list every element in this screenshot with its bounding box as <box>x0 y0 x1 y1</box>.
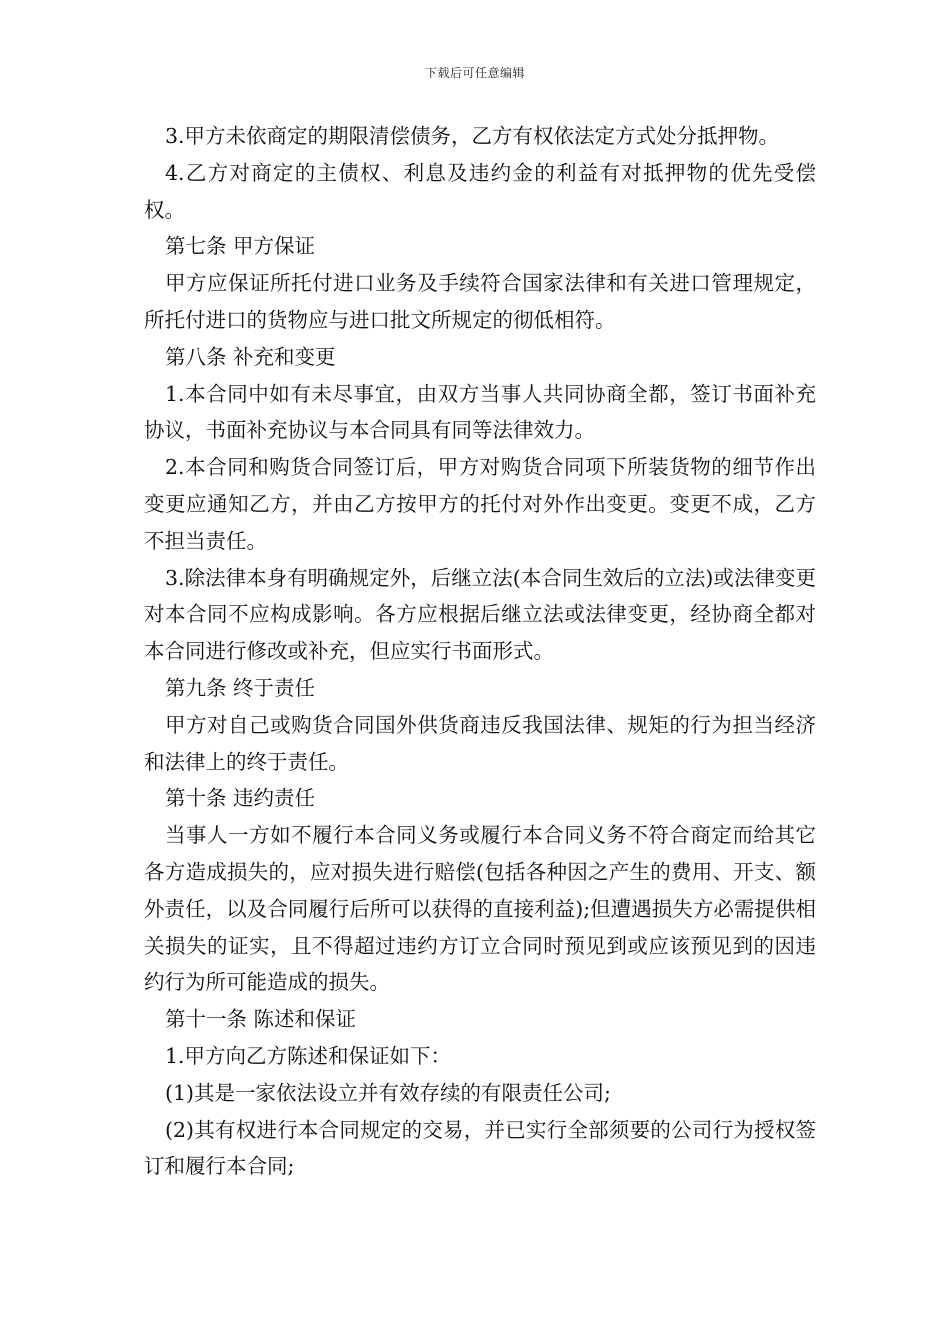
clause-paragraph: 甲方应保证所托付进口业务及手续符合国家法律和有关进口管理规定，所托付进口的货物应与进口批文所规定的彻低相符。 <box>144 271 816 332</box>
clause-paragraph: 当事人一方如不履行本合同义务或履行本合同义务不符合商定而给其它各方造成损失的，应对损失进行赔偿(包括各种因之产生的费用、开支、额外责任，以及合同履行后所可以获得的直接利益);但遭遇损失方必需提供相关损失的证实，且不得超过违约方订立合同时预见到或应该预见到的因违约行为所可能造成的损失。 <box>144 823 816 995</box>
clause-paragraph: 1.本合同中如有未尽事宜，由双方当事人共同协商全都，签订书面补充协议，书面补充协议与本合同具有同等法律效力。 <box>144 381 816 443</box>
clause-paragraph: 甲方对自己或购货合同国外供货商违反我国法律、规矩的行为担当经济和法律上的终于责任。 <box>144 712 816 774</box>
clause-paragraph: 2.本合同和购货合同签订后，甲方对购货合同项下所装货物的细节作出变更应通知乙方，并由乙方按甲方的托付对外作出变更。变更不成，乙方不担当责任。 <box>144 455 816 553</box>
article-heading: 第九条 终于责任 <box>165 675 316 700</box>
article-heading: 第十条 违约责任 <box>165 786 316 811</box>
article-heading: 第七条 甲方保证 <box>165 234 316 259</box>
page-header-note: 下载后可任意编辑 <box>424 66 525 80</box>
clause-paragraph: (2)其有权进行本合同规定的交易，并已实行全部须要的公司行为授权签订和履行本合同; <box>144 1117 816 1179</box>
document-body <box>144 118 816 1185</box>
clause-paragraph: (1)其是一家依法设立并有效存续的有限责任公司; <box>165 1080 611 1105</box>
clause-paragraph: 4.乙方对商定的主债权、利息及违约金的利益有对抵押物的优先受偿权。 <box>144 160 816 222</box>
clause-paragraph: 3.甲方未依商定的期限清偿债务，乙方有权依法定方式处分抵押物。 <box>165 124 780 148</box>
article-heading: 第十一条 陈述和保证 <box>165 1007 357 1032</box>
clause-paragraph: 1.甲方向乙方陈述和保证如下： <box>165 1043 452 1068</box>
article-heading: 第八条 补充和变更 <box>165 344 336 369</box>
clause-paragraph: 3.除法律本身有明确规定外，后继立法(本合同生效后的立法)或法律变更对本合同不应构成影响。各方应根据后继立法或法律变更，经协商全都对本合同进行修改或补充，但应实行书面形式。 <box>144 565 816 664</box>
